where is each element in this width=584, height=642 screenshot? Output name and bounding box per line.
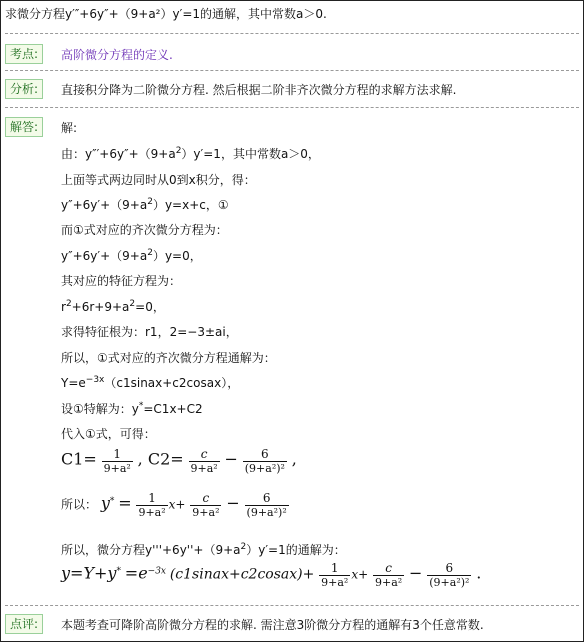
variable: y=Y+y xyxy=(61,563,117,583)
fraction xyxy=(102,447,133,475)
fenxi-label: 分析: xyxy=(5,79,43,99)
c1-label: C1= xyxy=(61,449,97,469)
text: +6r+9+a xyxy=(71,300,130,314)
denominator: 9+a² xyxy=(138,506,166,519)
numerator: 6 xyxy=(262,491,271,505)
numerator: c xyxy=(385,561,392,575)
solution-line xyxy=(61,196,229,213)
fraction xyxy=(136,491,167,519)
superscript: 2 xyxy=(147,197,153,207)
text: 所以，微分方程y'''+6y''+（9+a xyxy=(61,543,241,557)
divider xyxy=(5,107,579,108)
solution-line xyxy=(61,374,239,391)
fraction xyxy=(319,561,350,589)
divider xyxy=(5,33,579,34)
text: 设①特解为：y xyxy=(61,402,139,416)
fraction xyxy=(190,491,221,519)
superscript: 2 xyxy=(147,248,153,258)
text: ）y′=1的通解为： xyxy=(246,543,346,557)
text: Y=e xyxy=(61,376,86,390)
superscript: −3x xyxy=(147,566,166,577)
solution-line: 所以，①式对应的齐次微分方程通解为： xyxy=(61,351,276,365)
equals-sign: = xyxy=(118,493,132,513)
solution-line xyxy=(61,145,320,162)
period: . xyxy=(476,563,482,583)
numerator: c xyxy=(200,447,208,461)
minus-sign: − xyxy=(226,493,240,513)
superscript: 2 xyxy=(129,299,136,309)
solution-line: 上面等式两边同时从0到x积分，得： xyxy=(61,173,256,187)
text: =C1x+C2 xyxy=(143,402,203,416)
text: （c1sinax+c2cosax）， xyxy=(104,376,240,390)
minus-sign: − xyxy=(409,563,423,583)
minus-sign: − xyxy=(224,449,238,469)
solution-line xyxy=(61,247,202,264)
text: y″+6y′+（9+a xyxy=(61,198,148,212)
solution-line: 代入①式，可得： xyxy=(61,427,156,441)
numerator: 1 xyxy=(113,447,122,461)
fenxi-text: 直接积分降为二阶微分方程. 然后根据二阶非齐次微分方程的求解方法求解. xyxy=(61,83,457,97)
solution-line: 而①式对应的齐次微分方程为： xyxy=(61,223,228,237)
fraction xyxy=(243,447,287,475)
solution-line: 其对应的特征方程为： xyxy=(61,274,182,288)
text: ）y=x+c，① xyxy=(152,198,229,212)
superscript: 2 xyxy=(65,299,72,309)
superscript: * xyxy=(109,496,115,507)
particular-solution-formula xyxy=(61,491,290,519)
denominator: (9+a²)² xyxy=(429,576,470,589)
superscript: * xyxy=(116,566,121,577)
denominator: 9+a² xyxy=(321,576,349,589)
constants-formula xyxy=(61,447,297,475)
fraction xyxy=(189,447,220,475)
variable: x+ xyxy=(168,497,186,512)
denominator: (9+a²)² xyxy=(244,462,285,475)
denominator: 9+a² xyxy=(103,462,131,475)
numerator: 6 xyxy=(445,561,454,575)
denominator: 9+a² xyxy=(375,576,403,589)
text: (c1sinax+c2cosax)+ xyxy=(169,566,315,583)
jieda-label: 解答: xyxy=(5,117,43,137)
superscript: −3x xyxy=(85,375,105,385)
denominator: 9+a² xyxy=(192,506,220,519)
superscript: 2 xyxy=(175,146,182,156)
numerator: c xyxy=(202,491,210,505)
c2-label: , C2= xyxy=(137,449,184,469)
kaodian-text: 高阶微分方程的定义. xyxy=(61,48,173,62)
denominator: (9+a²)² xyxy=(246,506,287,519)
numerator: 6 xyxy=(261,447,269,461)
kaodian-label: 考点: xyxy=(5,44,43,64)
text: 由：y″′+6y″+（9+a xyxy=(61,147,176,161)
text: ）y′=1，其中常数a＞0， xyxy=(181,147,320,161)
general-solution-formula xyxy=(61,561,481,589)
fraction xyxy=(245,491,289,519)
solution-line xyxy=(61,298,165,315)
question-text: 求微分方程y′″+6y″+（9+a²）y′=1的通解，其中常数a＞0. xyxy=(5,7,327,21)
text: ）y=0， xyxy=(152,249,202,263)
solution-line xyxy=(61,400,203,417)
exponential: =e xyxy=(124,563,148,583)
solution-line: 求得特征根为：r1，2=−3±ai， xyxy=(61,325,238,339)
comma: , xyxy=(291,449,297,469)
superscript: 2 xyxy=(240,542,247,552)
superscript: * xyxy=(138,401,144,411)
text: 所以： xyxy=(61,497,98,512)
divider xyxy=(5,70,579,71)
solution-line: 解: xyxy=(61,121,78,135)
dianping-text: 本题考查可降阶高阶微分方程的求解. 需注意3阶微分方程的通解有3个任意常数. xyxy=(61,618,484,632)
solution-line xyxy=(61,541,346,558)
divider xyxy=(5,605,579,606)
fraction xyxy=(427,561,471,589)
variable: y xyxy=(100,493,110,513)
numerator: 1 xyxy=(330,561,339,575)
text: r xyxy=(61,300,66,314)
dianping-label: 点评: xyxy=(5,614,43,634)
numerator: 1 xyxy=(148,491,156,505)
text: =0， xyxy=(135,300,165,314)
variable: x+ xyxy=(351,567,369,582)
fraction xyxy=(373,561,404,589)
denominator: 9+a² xyxy=(190,462,218,475)
text: y″+6y′+（9+a xyxy=(61,249,148,263)
